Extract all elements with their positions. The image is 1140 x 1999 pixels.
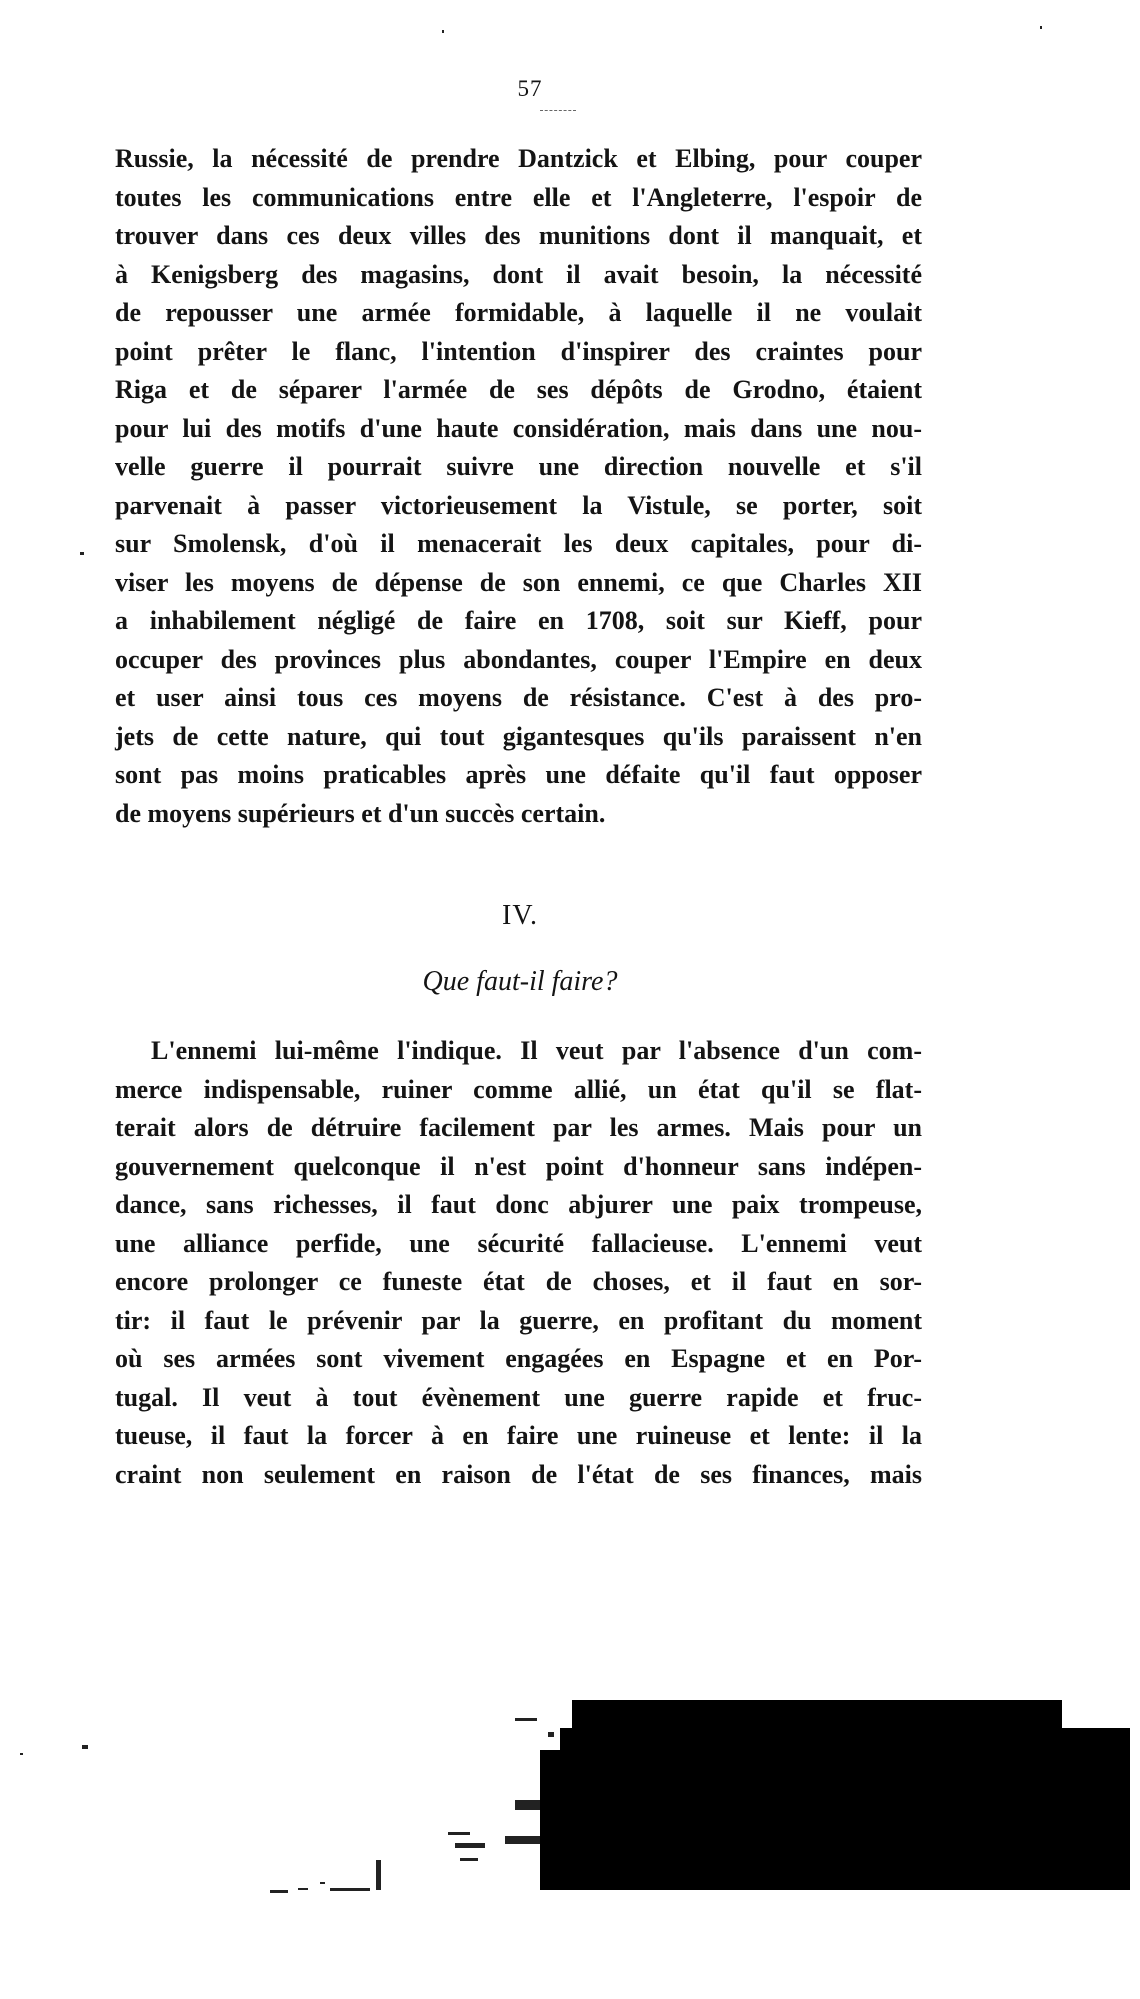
scan-black-block bbox=[560, 1728, 1130, 1890]
text-line: craint non seulement en raison de l'état de ses finances, mais bbox=[115, 1459, 922, 1489]
paragraph-1 bbox=[115, 140, 922, 833]
text-line: point prêter le flanc, l'intention d'inspirer des craintes pour bbox=[115, 336, 922, 366]
text-line: trouver dans ces deux villes des munitions dont il manquait, et bbox=[115, 221, 922, 250]
text-line: dance, sans richesses, il faut donc abjurer une paix trompeuse, bbox=[115, 1190, 922, 1219]
scan-speck bbox=[330, 1888, 370, 1891]
text-line: viser les moyens de dépense de son ennemi, ce que Charles XII bbox=[115, 567, 922, 597]
text-line: de repousser une armée formidable, à laquelle il ne voulait bbox=[115, 298, 922, 327]
scan-speck bbox=[448, 1832, 470, 1835]
paragraph-2 bbox=[115, 1032, 922, 1494]
text-line: encore prolonger ce funeste état de choses, et il faut en sor- bbox=[115, 1267, 922, 1296]
scan-speck bbox=[515, 1800, 543, 1810]
text-line: Russie, la nécessité de prendre Dantzick et Elbing, pour couper bbox=[115, 144, 922, 173]
scan-black-block bbox=[572, 1700, 1062, 1730]
scan-speck bbox=[376, 1860, 381, 1890]
scan-speck bbox=[270, 1890, 288, 1893]
page-number: 57 bbox=[517, 76, 543, 101]
text-line: toutes les communications entre elle et l'Angleterre, l'espoir de bbox=[115, 182, 922, 212]
text-line: tueuse, il faut la forcer à en faire une ruineuse et lente: il la bbox=[115, 1421, 922, 1450]
text-line: Riga et de séparer l'armée de ses dépôts de Grodno, étaient bbox=[115, 375, 922, 404]
text-line: velle guerre il pourrait suivre une direction nouvelle et s'il bbox=[115, 452, 922, 481]
page-number-rule bbox=[540, 110, 576, 111]
scan-speck bbox=[505, 1836, 545, 1844]
scan-black-block bbox=[540, 1750, 564, 1890]
scan-speck bbox=[80, 552, 84, 555]
text-line: tugal. Il veut à tout évènement une guerre rapide et fruc- bbox=[115, 1382, 922, 1412]
section-numeral: IV. bbox=[502, 900, 538, 931]
text-line: sur Smolensk, d'où il menacerait les deux capitales, pour di- bbox=[115, 529, 922, 558]
text-line: occuper des provinces plus abondantes, couper l'Empire en deux bbox=[115, 644, 922, 674]
scan-speck bbox=[298, 1888, 308, 1890]
scan-speck bbox=[1040, 26, 1042, 29]
text-line: et user ainsi tous ces moyens de résistance. C'est à des pro- bbox=[115, 683, 922, 712]
text-line: gouvernement quelconque il n'est point d'honneur sans indépen- bbox=[115, 1151, 922, 1181]
text-line: où ses armées sont vivement engagées en Espagne et en Por- bbox=[115, 1344, 922, 1373]
text-line: à Kenigsberg des magasins, dont il avait besoin, la nécessité bbox=[115, 259, 922, 289]
text-line: parvenait à passer victorieusement la Vistule, se porter, soit bbox=[115, 490, 922, 520]
text-line: sont pas moins praticables après une défaite qu'il faut opposer bbox=[115, 760, 922, 789]
scan-speck bbox=[442, 30, 444, 33]
scan-speck bbox=[548, 1732, 554, 1737]
text-line: L'ennemi lui-même l'indique. Il veut par l'absence d'un com- bbox=[151, 1036, 922, 1065]
scan-speck bbox=[20, 1753, 23, 1755]
text-line: a inhabilement négligé de faire en 1708, soit sur Kieff, pour bbox=[115, 606, 922, 635]
text-line: une alliance perfide, une sécurité fallacieuse. L'ennemi veut bbox=[115, 1228, 922, 1258]
scan-speck bbox=[460, 1858, 478, 1861]
text-line: jets de cette nature, qui tout gigantesques qu'ils paraissent n'en bbox=[115, 721, 922, 751]
scan-speck bbox=[455, 1843, 485, 1848]
text-line: merce indispensable, ruiner comme allié, un état qu'il se flat- bbox=[115, 1074, 922, 1104]
text-line: terait alors de détruire facilement par les armes. Mais pour un bbox=[115, 1113, 922, 1142]
scan-speck bbox=[82, 1745, 88, 1749]
scan-speck bbox=[515, 1718, 537, 1721]
scan-speck bbox=[320, 1882, 325, 1884]
text-line: de moyens supérieurs et d'un succès certain. bbox=[115, 798, 606, 828]
text-line: pour lui des motifs d'une haute considération, mais dans une nou- bbox=[115, 413, 922, 443]
section-title: Que faut-il faire? bbox=[422, 966, 618, 997]
text-line: tir: il faut le prévenir par la guerre, en profitant du moment bbox=[115, 1305, 922, 1335]
